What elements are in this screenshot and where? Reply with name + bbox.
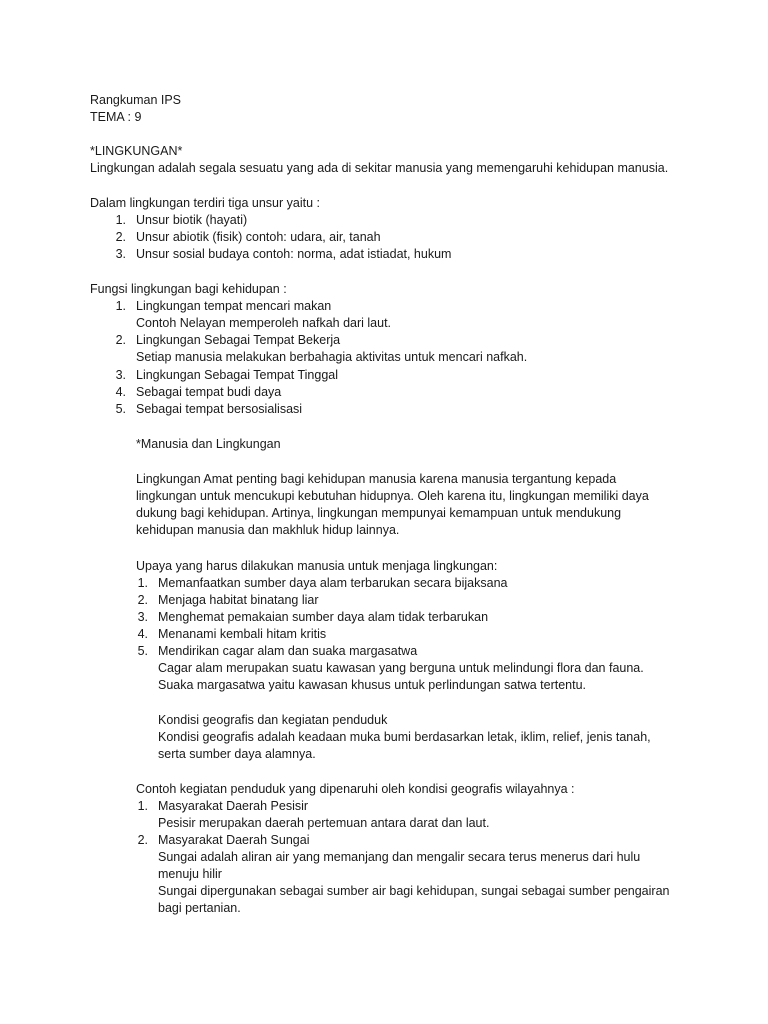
list-item-number: 5. [137,644,148,658]
list-item-number: 2. [137,833,148,847]
list-item: Unsur abiotik (fisik) contoh: udara, air, tanah [136,230,381,244]
efforts-intro: Upaya yang harus dilakukan manusia untuk menjaga lingkungan: [136,559,498,573]
list-item-number: 1. [137,576,148,590]
list-item: Menanami kembali hitam kritis [158,627,327,641]
list-item-number: 5. [115,402,126,416]
list-item-number: 2. [115,333,126,347]
document-title: Rangkuman IPS [90,93,182,107]
list-item: Menjaga habitat binatang liar [158,593,319,607]
list-item: Sebagai tempat budi daya [136,385,282,399]
list-item-number: 1. [115,213,126,227]
list-item-number: 2. [115,230,126,244]
paragraph-line: lingkungan untuk mencukupi kebutuhan hidupnya. Oleh karena itu, lingkungan memiliki daya [136,489,649,503]
list-item-number: 2. [137,593,148,607]
lingkungan-definition: Lingkungan adalah segala sesuatu yang ada di sekitar manusia yang memengaruhi kehidupan manusia. [90,161,669,175]
list-item: Unsur biotik (hayati) [136,213,248,227]
list-item-number: 3. [137,610,148,624]
list-item-detail: bagi pertanian. [158,901,241,915]
geo-heading: Kondisi geografis dan kegiatan penduduk [158,713,388,727]
paragraph-line: Lingkungan Amat penting bagi kehidupan manusia karena manusia tergantung kepada [136,472,617,486]
list-item: Masyarakat Daerah Sungai [158,833,310,847]
section-heading-lingkungan: *LINGKUNGAN* [90,144,183,158]
list-item-number: 3. [115,247,126,261]
list-item: Mendirikan cagar alam dan suaka margasatwa [158,644,418,658]
list-item: Menghemat pemakaian sumber daya alam tidak terbarukan [158,610,489,624]
list-item-detail: menuju hilir [158,867,222,881]
list-item-detail: Suaka margasatwa yaitu kawasan khusus untuk perlindungan satwa tertentu. [158,678,587,692]
list-item: Lingkungan tempat mencari makan [136,299,332,313]
elements-intro: Dalam lingkungan terdiri tiga unsur yaitu : [90,196,320,210]
list-item-number: 1. [115,299,126,313]
list-item: Lingkungan Sebagai Tempat Bekerja [136,333,341,347]
paragraph-line: dukung bagi kehidupan. Artinya, lingkungan mempunyai kemampuan untuk mendukung [136,506,622,520]
list-item: Lingkungan Sebagai Tempat Tinggal [136,368,339,382]
list-item-detail: Sungai adalah aliran air yang memanjang dan mengalir secara terus menerus dari hulu [158,850,641,864]
paragraph-line: kehidupan manusia dan makhluk hidup lainnya. [136,523,400,537]
list-item-detail: Cagar alam merupakan suatu kawasan yang berguna untuk melindungi flora dan fauna. [158,661,644,675]
list-item: Unsur sosial budaya contoh: norma, adat istiadat, hukum [136,247,452,261]
list-item-detail: Pesisir merupakan daerah pertemuan antara darat dan laut. [158,816,490,830]
list-item-number: 4. [115,385,126,399]
document-theme: TEMA : 9 [90,110,142,124]
paragraph-line: serta sumber daya alamnya. [158,747,316,761]
list-item-detail: Contoh Nelayan memperoleh nafkah dari laut. [136,316,392,330]
examples-intro: Contoh kegiatan penduduk yang dipenaruhi oleh kondisi geografis wilayahnya : [136,782,575,796]
list-item-number: 4. [137,627,148,641]
list-item: Masyarakat Daerah Pesisir [158,799,309,813]
list-item: Sebagai tempat bersosialisasi [136,402,303,416]
list-item-detail: Sungai dipergunakan sebagai sumber air bagi kehidupan, sungai sebagai sumber pengairan [158,884,670,898]
section-heading-manusia: *Manusia dan Lingkungan [136,437,281,451]
functions-intro: Fungsi lingkungan bagi kehidupan : [90,282,287,296]
list-item: Memanfaatkan sumber daya alam terbarukan secara bijaksana [158,576,508,590]
list-item-detail: Setiap manusia melakukan berbahagia aktivitas untuk mencari nafkah. [136,350,528,364]
list-item-number: 1. [137,799,148,813]
paragraph-line: Kondisi geografis adalah keadaan muka bumi berdasarkan letak, iklim, relief, jenis tanah, [158,730,651,744]
list-item-number: 3. [115,368,126,382]
